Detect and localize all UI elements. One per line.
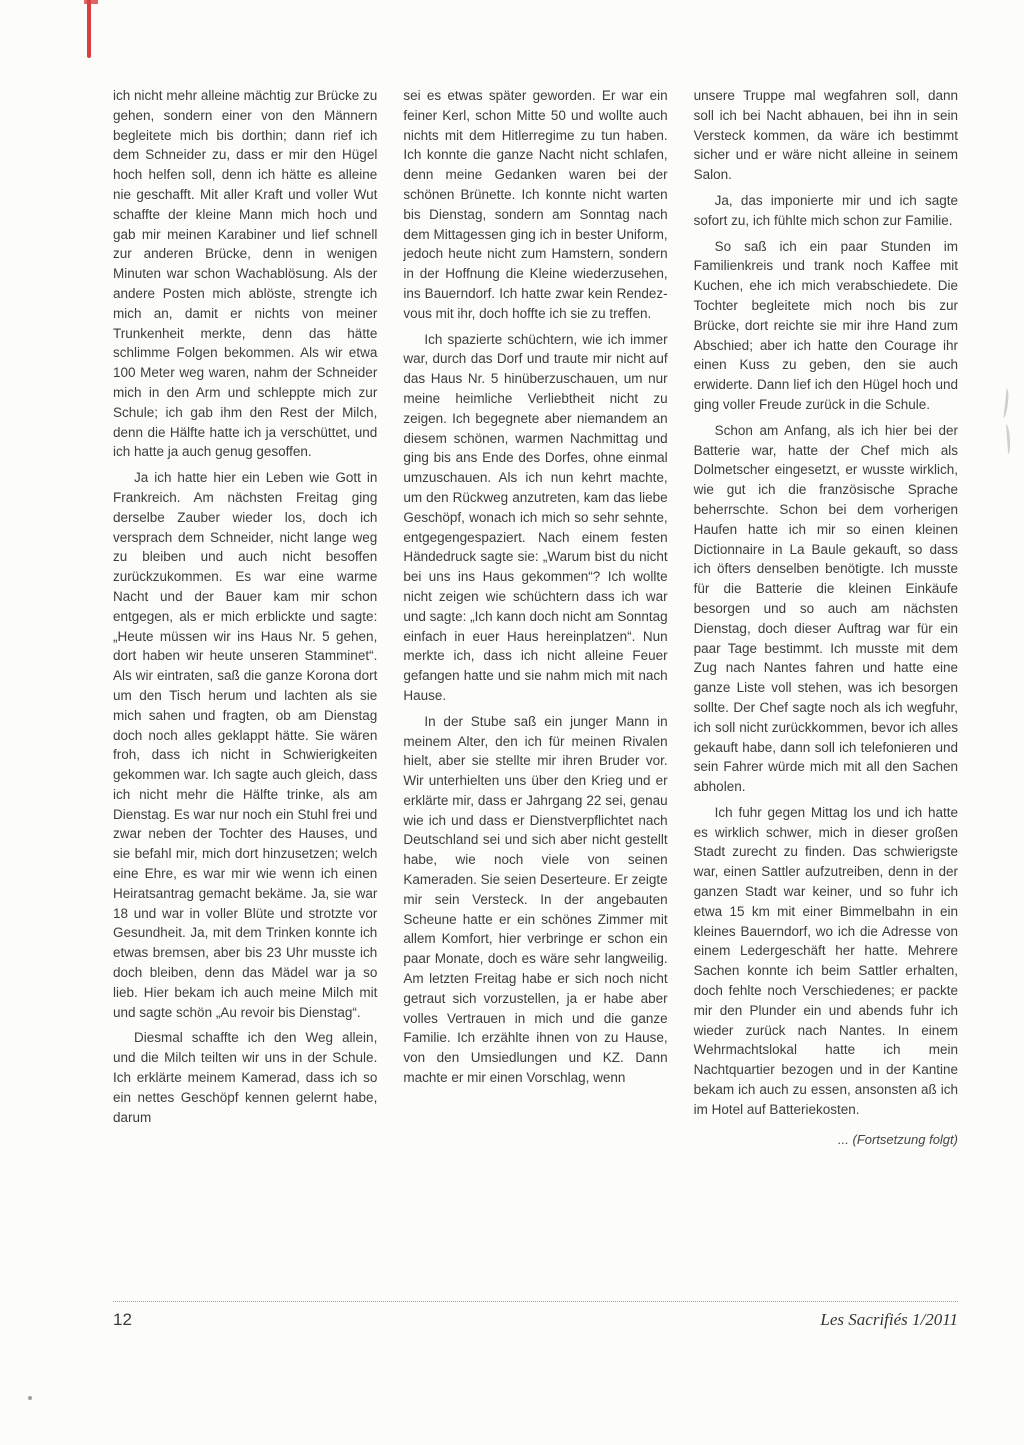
red-pen-mark-top bbox=[84, 0, 98, 4]
continuation-note: ... (Fortsetzung folgt) bbox=[838, 1131, 958, 1147]
paragraph: Ja, das imponierte mir und ich sagte sofort zu, ich fühlte mich schon zur Familie. bbox=[693, 192, 958, 228]
page-number: 12 bbox=[113, 1310, 132, 1329]
text-column-2 bbox=[403, 86, 667, 1149]
text-column-3 bbox=[694, 86, 958, 1149]
paragraph: unsere Truppe mal wegfahren soll, dann soll ich bei Nacht abhauen, bei ihn in sein Versteck kommen, da wäre ich bestimmt sicher und er wäre nicht alleine in seinem Salon. bbox=[693, 88, 958, 183]
paragraph: Ich fuhr gegen Mittag los und ich hatte es wirklich schwer, mich in dieser großen Stadt zurecht zu finden. Das schwierigste war, einen Sattler aufzutreiben, denn in der ganzen Stadt war keiner, und so fuhr ich etwa 15 km mit einer Bimmelbahn in ein kleines Bauerndorf, wo ich die Adresse von einem Ledergeschäft her hatte. Mehrere Sachen konnte ich beim Sattler erhalten, doch fehlte noch Verschiedenes; er packte mir den Plunder ein und abends fuhr ich wieder zurück nach Nantes. In einem Wehrmachtslokal hatte ich mein Nachtquartier bezogen und in der Kantine bekam ich auch zu essen, ansonsten aß ich im Hotel auf Batteriekosten. bbox=[693, 804, 958, 1117]
paragraph: Diesmal schaffte ich den Weg allein, und die Milch teilten wir uns in der Schule. Ich erklärte meinem Kamerad, dass ich so ein nettes Geschöpf kennen gelernt habe, darum bbox=[113, 1030, 378, 1125]
footer-divider bbox=[113, 1301, 958, 1302]
text-column-3-paragraphs bbox=[694, 86, 958, 1120]
red-pen-mark bbox=[87, 0, 91, 58]
paragraph: Ich spazierte schüchtern, wie ich immer war, durch das Dorf und traute mir nicht auf das Haus Nr. 5 hinüberzuschauen, um nur meine heimliche Verliebtheit nicht zu zeigen. Ich begegnete aber niemandem an diesem schönen, warmen Nachmittag und ging bis ans Ende des Dorfes, ohne einmal umzuschauen. Als ich nun kehrt machte, um den Rückweg anzutreten, kam das liebe Geschöpf, wonach ich mich so sehr sehnte, entgegengespaziert. Nach einem festen Händedruck sagte sie: „Warum bist du nicht bei uns ins Haus gekommen“? Ich wollte nicht zeigen wie schüchtern dass ich war und sagte: „Ich kann doch nicht am Sonntag einfach in euer Haus hereinplatzen“. Nun merkte ich, dass ich nicht alleine Feuer gefangen hatte und sie nahm mich mit nach Hause. bbox=[403, 331, 668, 703]
paragraph: ich nicht mehr alleine mächtig zur Brücke zu gehen, sondern einer von den Männern begleitete mich bis dorthin; dann rief ich dem Schneider zu, dass er mir den Hügel hoch helfen soll, denn ich hätte es alleine nie geschafft. Mit aller Kraft und voller Wut schaffte der kleine Mann mich hoch und gab mir meinen Karabiner und lief schnell zur anderen Brücke, denn in wenigen Minuten war schon Wachablösung. Als der andere Posten mich ablöste, strengte ich mich an, damit er nichts von meiner Trunkenheit merkte, denn das hätte schlimme Folgen bekommen. Als wir etwa 100 Meter weg waren, nahm der Schneider mich in den Arm und schleppte mich zur Schule; ich gab ihm den Rest der Milch, denn die Hälfte hatte ich ja verschüttet, und ich hatte ja auch genug gesoffen. bbox=[113, 88, 378, 460]
paragraph: So saß ich ein paar Stunden im Familienkreis und trank noch Kaffee mit Kuchen, ehe ich mich verabschiedete. Die Tochter begleitete mich noch bis zur Brücke, dort reichte sie mir ihre Hand zum Abschied; aber ich hatte den Courage ihr einen Kuss zu geben, den sie auch erwiderte. Dann lief ich den Hügel hoch und ging voller Freude zurück in die Schule. bbox=[693, 238, 958, 412]
page-footer bbox=[113, 1310, 958, 1330]
scan-speck-artifact bbox=[28, 1396, 32, 1400]
scan-edge-artifact bbox=[1000, 388, 1009, 418]
journal-title: Les Sacrifiés 1/2011 bbox=[820, 1310, 958, 1329]
paragraph: sei es etwas später geworden. Er war ein feiner Kerl, schon Mitte 50 und wollte auch nichts mit dem Hitlerregime zu tun haben. Ich konnte die ganze Nacht nicht schlafen, denn meine Gedanken waren bei der schönen Brünette. Ich konnte nicht warten bis Dienstag, sondern am Sonntag nach dem Mittagessen ging ich in bester Uniform, jedoch heute nicht zum Hamstern, sondern in der Hoffnung die Kleine wiederzusehen, ins Bauerndorf. Ich hatte zwar kein Rendez-vous mit ihr, doch hoffte ich sie zu treffen. bbox=[403, 88, 668, 321]
paragraph: Schon am Anfang, als ich hier bei der Batterie war, hatte der Chef mich als Dolmetscher eingesetzt, er wusste wirklich, wie gut ich die französische Sprache beherrschte. Schon bei dem vorherigen Haufen hatte ich mir so einen kleinen Dictionnaire in La Baule gekauft, so dass ich öfters denselben benötigte. Ich musste für die Batterie die kleinen Einkäufe besorgen und so auch am nächsten Dienstag, doch dieser Auftrag war für ein paar Tage bestimmt. Ich musste mit dem Zug nach Nantes fahren und hatte eine ganze Liste voll stehen, was ich besorgen sollte. Der Chef sagte noch als ich wegfuhr, ich soll nicht zurückkommen, bevor ich alles gekauft habe, dann soll ich telefonieren und sein Fahrer würde mich mit all den Sachen abholen. bbox=[693, 422, 958, 795]
scan-edge-artifact bbox=[1003, 424, 1011, 454]
paragraph: Ja ich hatte hier ein Leben wie Gott in Frankreich. Am nächsten Freitag ging derselbe Zauber wieder los, doch ich versprach dem Schneider, nicht lange weg zu bleiben und auch nicht besoffen zurückzukommen. Es war eine warme Nacht und der Bauer kam mir schon entgegen, als er mich erblickte und sagte: „Heute müssen wir ins Haus Nr. 5 gehen, dort haben wir heute unseren Stamminet“. Als wir eintraten, saß die ganze Korona dort um den Tisch herum und lachten als sie mich sahen und fragten, ob am Dienstag doch noch alles geklappt hätte. Sie wären froh, dass ich nicht in Schwierigkeiten gekommen war. Ich sagte auch gleich, dass ich nicht mehr die Hälfte trinke, als am Dienstag. Es war nur noch ein Stuhl frei und zwar neben der Tochter des Hauses, und sie befahl mir, mich dort hinzusetzen; welch eine Ehre, es war mir wie wenn ich einen Heiratsantrag gemacht bekäme. Ja, sie war 18 und war in voller Blüte und strotzte vor Gesundheit. Ja, mit dem Trinken konnte ich etwas bremsen, aber bis 23 Uhr musste ich doch bleiben, denn das Mädel war ja so lieb. Hier bekam ich auch meine Milch mit und sagte schön „Au revoir bis Dienstag“. bbox=[113, 470, 378, 1020]
article-body bbox=[113, 86, 958, 1149]
text-column-1 bbox=[113, 86, 377, 1149]
paragraph: In der Stube saß ein junger Mann in meinem Alter, den ich für meinen Rivalen hielt, aber sie stellte mir ihren Bruder vor. Wir unterhielten uns über den Krieg und er erklärte mir, dass er Jahrgang 22 sei, genau wie ich und dass er Dienstverpflichtet nach Deutschland sei und sich aber nicht gestellt habe, wie noch viele von seinen Kameraden. Sie seien Deserteure. Er zeigte mir sein Versteck. In der angebauten Scheune hatte er ein schönes Zimmer mit allem Komfort, hier verbringe er schon ein paar Monate, doch es wäre sehr langweilig. Am letzten Freitag habe er sich noch nicht getraut sich vorzustellen, ja er habe aber volles Vertrauen in mich und die ganze Familie. Ich erzählte ihnen von zu Hause, von den Umsiedlungen und KZ. Dann machte er mir einen Vorschlag, wenn bbox=[403, 713, 668, 1086]
